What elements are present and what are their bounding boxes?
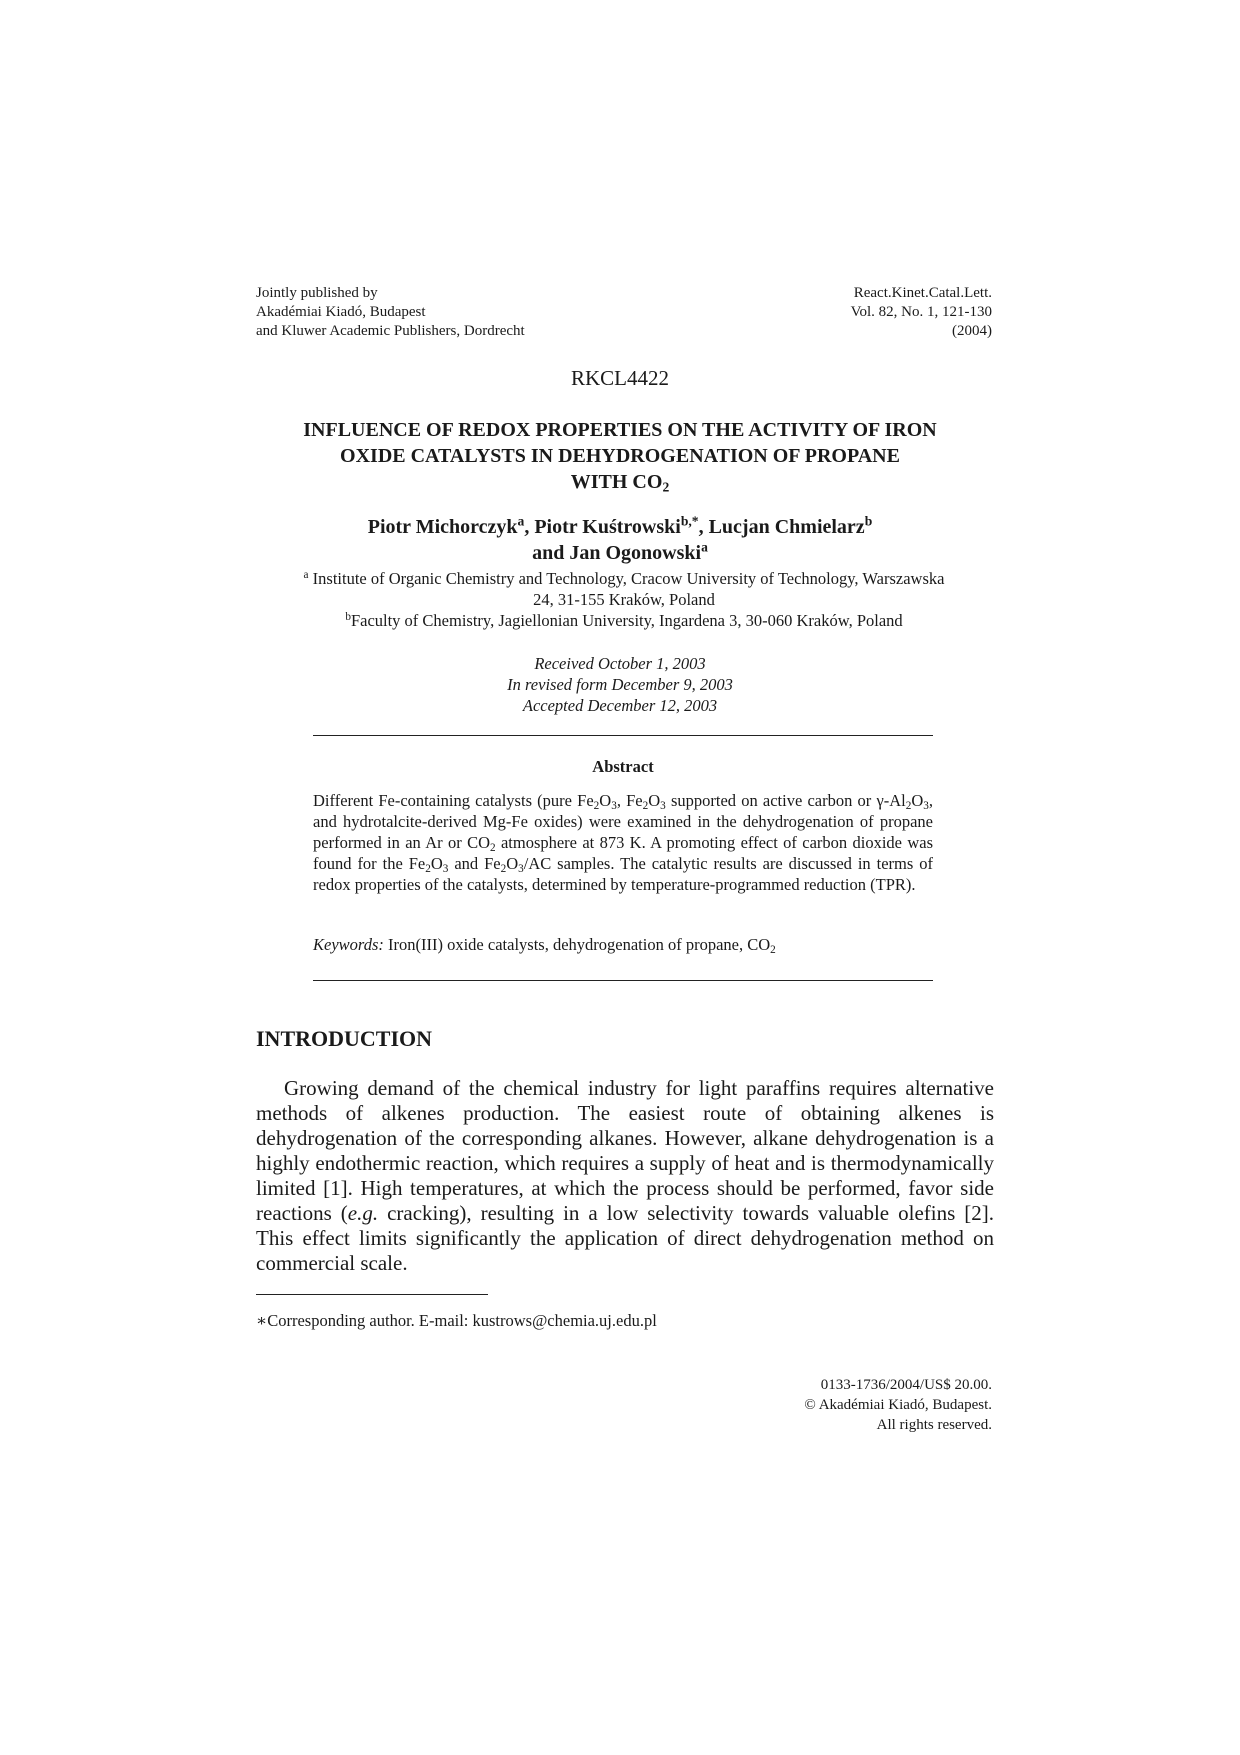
publisher-line: Akadémiai Kiadó, Budapest: [256, 304, 426, 320]
journal-line: (2004): [952, 323, 992, 339]
corresponding-author-footnote: ∗Corresponding author. E-mail: kustrows@chemia.uj.edu.pl: [256, 1311, 657, 1330]
keywords: [313, 934, 933, 955]
title-line: OXIDE CATALYSTS IN DEHYDROGENATION OF PROPANE: [340, 445, 900, 467]
journal-info: [851, 284, 992, 341]
author-name: Piotr Michorczyk: [367, 516, 518, 538]
keywords-subscript: 2: [770, 943, 776, 956]
affiliation-mark: b: [864, 513, 873, 529]
affiliation-mark: a: [517, 513, 525, 529]
affiliation-mark: a: [303, 568, 309, 581]
affiliation-text: Institute of Organic Chemistry and Technology, Cracow University of Technology, Warszawska: [308, 569, 945, 588]
author-name: , Piotr Kuśtrowski: [524, 516, 681, 538]
keywords-text: Iron(III) oxide catalysts, dehydrogenation of propane, CO: [383, 935, 771, 954]
affiliation-mark: a: [701, 539, 708, 555]
paper-title: [230, 417, 1010, 495]
dates-block: [0, 653, 1240, 716]
journal-line: React.Kinet.Catal.Lett.: [853, 285, 992, 301]
affiliation-text: Faculty of Chemistry, Jagiellonian University, Ingardena 3, 30-060 Kraków, Poland: [350, 611, 903, 630]
affiliation-mark: b: [345, 610, 351, 623]
affiliation-a-cont: 24, 31-155 Kraków, Poland: [533, 590, 715, 609]
affiliation-a: [250, 568, 998, 589]
affiliation-mark: b,*: [680, 513, 699, 529]
author-list: [230, 514, 1010, 566]
journal-line: Vol. 82, No. 1, 121-130: [850, 304, 992, 320]
copyright-line: All rights reserved.: [876, 1417, 992, 1433]
title-line-text: WITH CO: [570, 471, 663, 493]
introduction-paragraph: Growing demand of the chemical industry for light paraffins requires alternative methods of alkenes production. The easiest route of obtaining alkenes is dehydrogenation of the corresponding alkanes. However, alkane dehydrogenation is a highly endothermic reaction, which requires a supply of heat and is thermodynamically limited [1]. High temperatures, at which the process should be performed, favor side reactions (e.g. cracking), resulting in a low selectivity towards valuable olefins [2]. This effect limits significantly the application of direct dehydrogenation method on commercial scale.: [256, 1076, 994, 1275]
date-received: Received October 1, 2003: [534, 654, 706, 673]
affiliations: [250, 568, 998, 631]
section-heading: INTRODUCTION: [256, 1026, 433, 1051]
author-line: [230, 540, 1010, 566]
abstract-top-rule: [313, 735, 933, 736]
title-subscript: 2: [662, 479, 670, 495]
abstract-heading: Abstract: [592, 757, 654, 776]
publisher-line: Jointly published by: [256, 285, 378, 301]
keywords-label: Keywords:: [313, 935, 384, 954]
abstract-text: Different Fe-containing catalysts (pure $Fe_2O_3$, $Fe_2O_3$ supported on active carbon or $\gamma-Al_2O_3$, and hydrotalcite-derived Mg-Fe oxides) were examined in the dehydrogenation of propane performed in an Ar or $CO_2$ atmosphere at 873 K. A promoting effect of carbon dioxide was found for the $Fe_2O_3$ and $Fe_2O_3/AC$ samples. The catalytic results are discussed in terms of redox properties of the catalysts, determined by temperature-programmed reduction (TPR).: [313, 791, 933, 894]
affiliation-b: [250, 610, 998, 631]
publisher-info: [256, 284, 525, 341]
date-accepted: Accepted December 12, 2003: [522, 696, 718, 715]
article-code: RKCL4422: [570, 366, 669, 390]
footnote-rule: [256, 1294, 488, 1295]
author-line: [230, 514, 1010, 540]
copyright-line: © Akadémiai Kiadó, Budapest.: [804, 1397, 992, 1413]
copyright-line: 0133-1736/2004/US$ 20.00.: [820, 1377, 992, 1393]
title-line: [230, 469, 1010, 495]
author-name: , Lucjan Chmielarz: [698, 516, 865, 538]
title-line: INFLUENCE OF REDOX PROPERTIES ON THE ACTIVITY OF IRON: [303, 419, 937, 441]
copyright-block: [804, 1375, 992, 1435]
publisher-line: and Kluwer Academic Publishers, Dordrecht: [256, 323, 525, 339]
abstract-bottom-rule: [313, 980, 933, 981]
author-name: and Jan Ogonowski: [532, 542, 702, 564]
date-revised: In revised form December 9, 2003: [507, 675, 733, 694]
